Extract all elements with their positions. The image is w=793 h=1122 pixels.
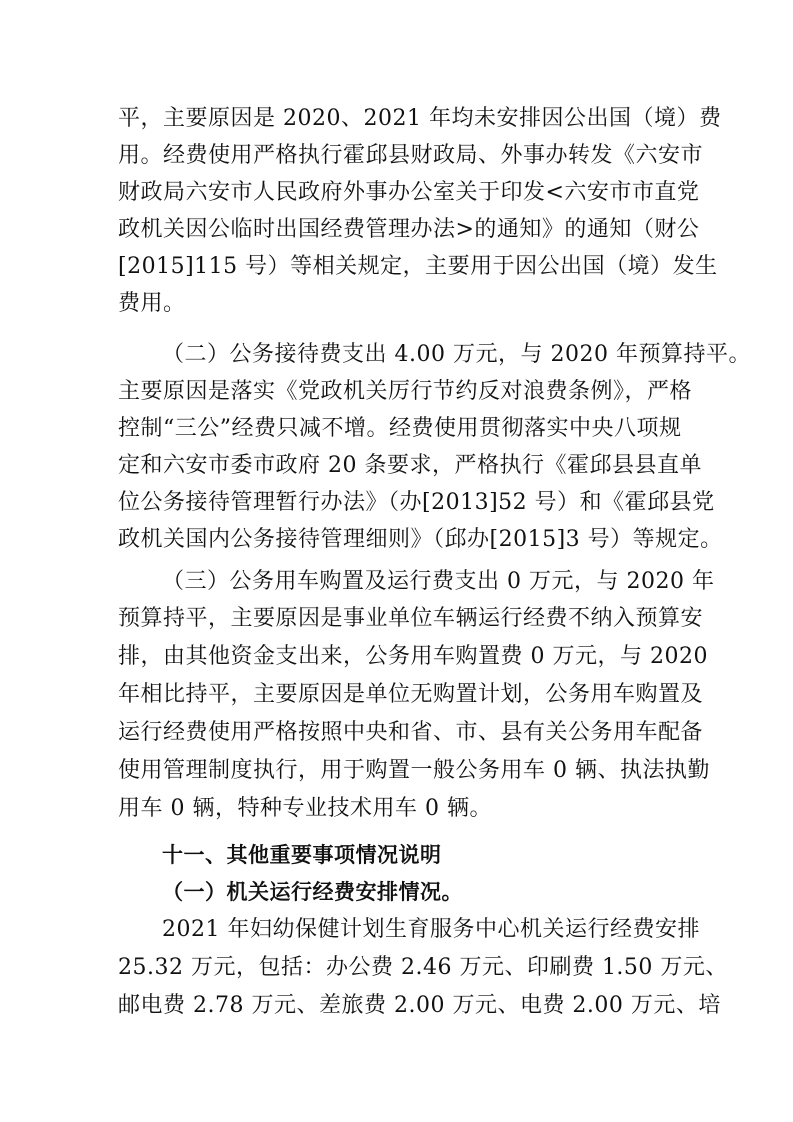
text-line: 用车 0 辆，特种专业技术用车 0 辆。 — [118, 796, 492, 821]
subsection-heading: （一）机关运行经费安排情况。 — [162, 880, 463, 904]
text-line: 定和六安市委市政府 20 条要求，严格执行《霍邱县县直单 — [118, 453, 702, 478]
text-line: 邮电费 2.78 万元、差旅费 2.00 万元、电费 2.00 万元、培 — [118, 993, 721, 1018]
text-line: 位公务接待管理暂行办法》（办[2013]52 号）和《霍邱县党 — [118, 490, 715, 515]
text-line: 预算持平，主要原因是事业单位车辆运行经费不纳入预算安 — [118, 606, 704, 631]
text-line: （二）公务接待费支出 4.00 万元，与 2020 年预算持平。 — [162, 342, 751, 367]
section-heading: 十一、其他重要事项情况说明 — [162, 843, 442, 867]
text-line: 政机关国内公务接待管理细则》（邱办[2015]3 号）等规定。 — [118, 527, 723, 552]
text-line: 用。经费使用严格执行霍邱县财政局、外事办转发《六安市 — [118, 143, 704, 168]
text-line: 财政局六安市人民政府外事办公室关于印发<六安市市直党 — [118, 180, 700, 205]
text-line: （三）公务用车购置及运行费支出 0 万元，与 2020 年 — [162, 569, 715, 594]
text-line: 平，主要原因是 2020、2021 年均未安排因公出国（境）费 — [118, 106, 722, 131]
text-line: 2021 年妇幼保健计划生育服务中心机关运行经费安排 — [162, 917, 700, 942]
text-line: 25.32 万元，包括：办公费 2.46 万元、印刷费 1.50 万元、 — [118, 955, 728, 980]
text-line: 年相比持平，主要原因是单位无购置计划，公务用车购置及 — [118, 682, 704, 707]
text-line: 运行经费使用严格按照中央和省、市、县有关公务用车配备 — [118, 720, 704, 745]
text-line: 使用管理制度执行，用于购置一般公务用车 0 辆、执法执勤 — [118, 758, 710, 783]
text-line: 费用。 — [118, 291, 186, 316]
text-line: [2015]115 号）等相关规定，主要用于因公出国（境）发生 — [118, 254, 718, 279]
text-line: 主要原因是落实《党政机关厉行节约反对浪费条例》，严格 — [118, 379, 693, 404]
text-line: 控制“三公”经费只减不增。经费使用贯彻落实中央八项规 — [118, 416, 682, 441]
text-line: 政机关因公临时出国经费管理办法>的通知》的通知（财公 — [118, 217, 700, 242]
text-line: 排，由其他资金支出来，公务用车购置费 0 万元，与 2020 — [118, 644, 708, 669]
